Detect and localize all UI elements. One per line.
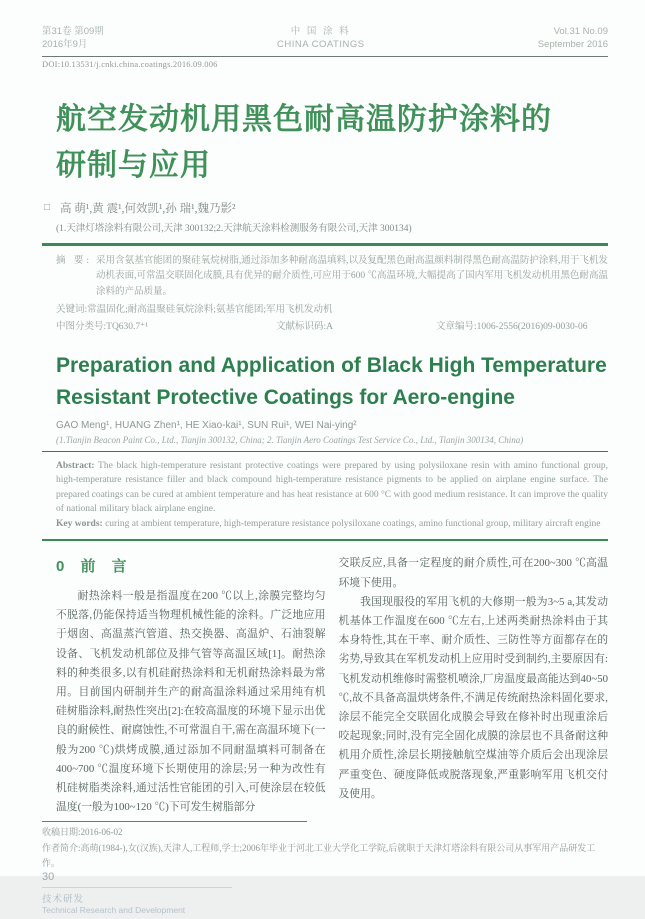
issue-volume-en: Vol.31 No.09 (553, 26, 608, 37)
journal-header (42, 26, 608, 52)
english-title-divider (42, 451, 608, 452)
article-title-en-line2: Resistant Protective Coatings for Aero-engine (56, 385, 515, 409)
keywords-en (56, 517, 608, 531)
footnote-block (42, 821, 608, 871)
page-footer (42, 871, 608, 919)
title-divider-green (42, 243, 608, 246)
body-column-left (56, 554, 326, 817)
article-body (56, 554, 608, 817)
header-divider (42, 56, 608, 57)
abstract-en-label: Abstract: (56, 461, 95, 472)
column-name-cn: 技术研发 (42, 895, 85, 906)
journal-name-cn: 中 国 涂 料 (290, 26, 351, 37)
header-issue-en (538, 26, 608, 52)
document-code: 文献标识码:A (276, 322, 334, 333)
authors-en: GAO Meng¹, HUANG Zhen¹, HE Xiao-kai¹, SUN Rui¹, WEI Nai-ying² (56, 420, 357, 432)
affiliation-en: (1.Tianjin Beacon Paint Co., Ltd., Tianjin 300132, China; 2. Tianjin Aero Coatings Test Service Co., Ltd., Tianjin 300134, China) (56, 435, 524, 446)
affiliation-cn: (1.天津灯塔涂料有限公司,天津 300132;2.天津航天涂料检测服务有限公司,天津 300134) (56, 223, 412, 234)
authors-cn: 高 萌¹,黄 震¹,何效凯¹,孙 瑞¹,魏乃影² (60, 202, 236, 215)
abstract-en-text: The black high-temperature resistant protective coatings were prepared by using polysiloxane resin with amino functional group, high-temperature resistance filler and black compound high-temperature resistance pigments to be applied on airplane engine surface. The prepared coatings can be cured at ambient temperature and has heat resistance at 600 °C with good medium resistance. It can improve the quality of national military black airplane engine. (56, 461, 608, 514)
abstract-divider-green (42, 539, 608, 541)
issue-date-cn: 2016年9月 (42, 38, 88, 50)
body-paragraph: 耐热涂料一般是指温度在200 ℃以上,涂膜完整均匀不脱落,仍能保持适当物理机械性能的涂料。广泛地应用于烟囱、高温蒸汽管道、热交换器、高温炉、石油裂解设备、飞机发动机部位及排气管等高温区域[1]。耐热涂料的种类很多,以有机硅耐热涂料和无机耐热涂料最为常用。目前国内研制并生产的耐高温涂料通过采用纯有机硅树脂涂料,耐热性突出[2]:在较高温度的环境下显示出优良的耐候性、耐腐蚀性,不可常温自干,需在高温环境下(一般为200 ℃)烘烤成膜,通过添加不同耐温填料可制备在400~700 ℃温度环境下长期使用的涂层;另一种为改性有机硅树脂类涂料,通过活性官能团的引入,可使涂层在较低温度(一般为100~120 ℃)下可发生树脂部分 (56, 590, 326, 814)
issue-volume-cn: 第31卷 第09期 (42, 26, 104, 37)
header-issue-cn (42, 26, 104, 52)
keywords-cn: 关键词:常温固化;耐高温聚硅氧烷涂料;氨基官能团;军用飞机发动机 (56, 305, 333, 316)
footnote-divider (42, 821, 307, 822)
article-title-en (56, 350, 608, 413)
header-journal-name (277, 26, 365, 52)
body-paragraph: 交联反应,具备一定程度的耐介质性,可在200~300 ℃高温环境下使用。 (338, 557, 608, 589)
article-id: 文章编号:1006-2556(2016)09-0030-06 (436, 322, 588, 333)
received-date: 收稿日期:2016-06-02 (42, 827, 123, 838)
body-paragraph: 我国现服役的军用飞机的大修期一般为3~5 a,其发动机基体工作温度在600 ℃左右,上述两类耐热涂料由于其本身特性,其在干率、耐介质性、三防性等方面都存在的劣势,导致其在军机发动机上应用时受到制约,主要原因有:飞机发动机维修时需整机喷涂,厂房温度最高能达到40~50 ℃,故不具备高温烘烤条件,不满足传统耐热涂料固化要求,涂层不能完全交联固化成膜会导致在修补时出现重涂后咬起现象;同时,没有完全固化成膜的涂层也不具备耐这种机用介质性,涂层长期接触航空煤油等介质后会出现涂层严重变色、硬度降低或脱落现象,严重影响军用飞机交付及使用。 (338, 595, 608, 800)
abstract-en (56, 459, 608, 516)
article-title-cn-line2: 研制与应用 (56, 149, 211, 183)
abstract-cn (56, 254, 608, 300)
keywords-en-label: Key words: (56, 519, 103, 530)
article-title-cn-line1: 航空发动机用黑色耐高温防护涂料的 (56, 102, 552, 136)
issue-date-en: September 2016 (537, 38, 608, 50)
abstract-cn-label: 摘 要: (56, 255, 93, 266)
section-heading-intro: 0 前 言 (56, 558, 133, 576)
classification-row (56, 318, 608, 332)
authors-cn-row (44, 200, 608, 216)
clc-number: 中图分类号:TQ630.7⁺¹ (56, 322, 149, 333)
article-title-cn (56, 97, 608, 190)
abstract-cn-text: 采用含氨基官能团的聚硅氧烷树脂,通过添加多种耐高温填料,以及复配黑色耐高温颜料制得黑色耐高温防护涂料,用于飞机发动机表面,可常温交联固化成膜,具有优异的耐介质性,可应用于600 ℃高温环境,大幅提高了国内军用飞机发动机用黑色耐高温涂料的产品质量。 (96, 255, 608, 297)
journal-name-en: CHINA COATINGS (276, 38, 365, 50)
column-name-en: Technical Research and Development (42, 905, 186, 916)
article-title-en-line1: Preparation and Application of Black High Temperature (56, 354, 607, 378)
author-marker-icon: □ (44, 202, 51, 214)
keywords-en-text: curing at ambient temperature, high-temperature resistance polysiloxane coatings, amino functional group, military aircraft engine (102, 519, 601, 530)
author-bio: 作者简介:高萌(1984-),女(汉族),天津人,工程师,学士;2006年毕业于河北工业大学化工学院,后就职于天津灯塔涂料有限公司从事军用产品研发工作。 (42, 842, 596, 869)
body-column-right (339, 554, 609, 817)
doi-text: DOI:10.13531/j.cnki.china.coatings.2016.09.006 (42, 58, 218, 69)
footer-divider (42, 887, 232, 888)
page-number: 30 (42, 871, 55, 884)
